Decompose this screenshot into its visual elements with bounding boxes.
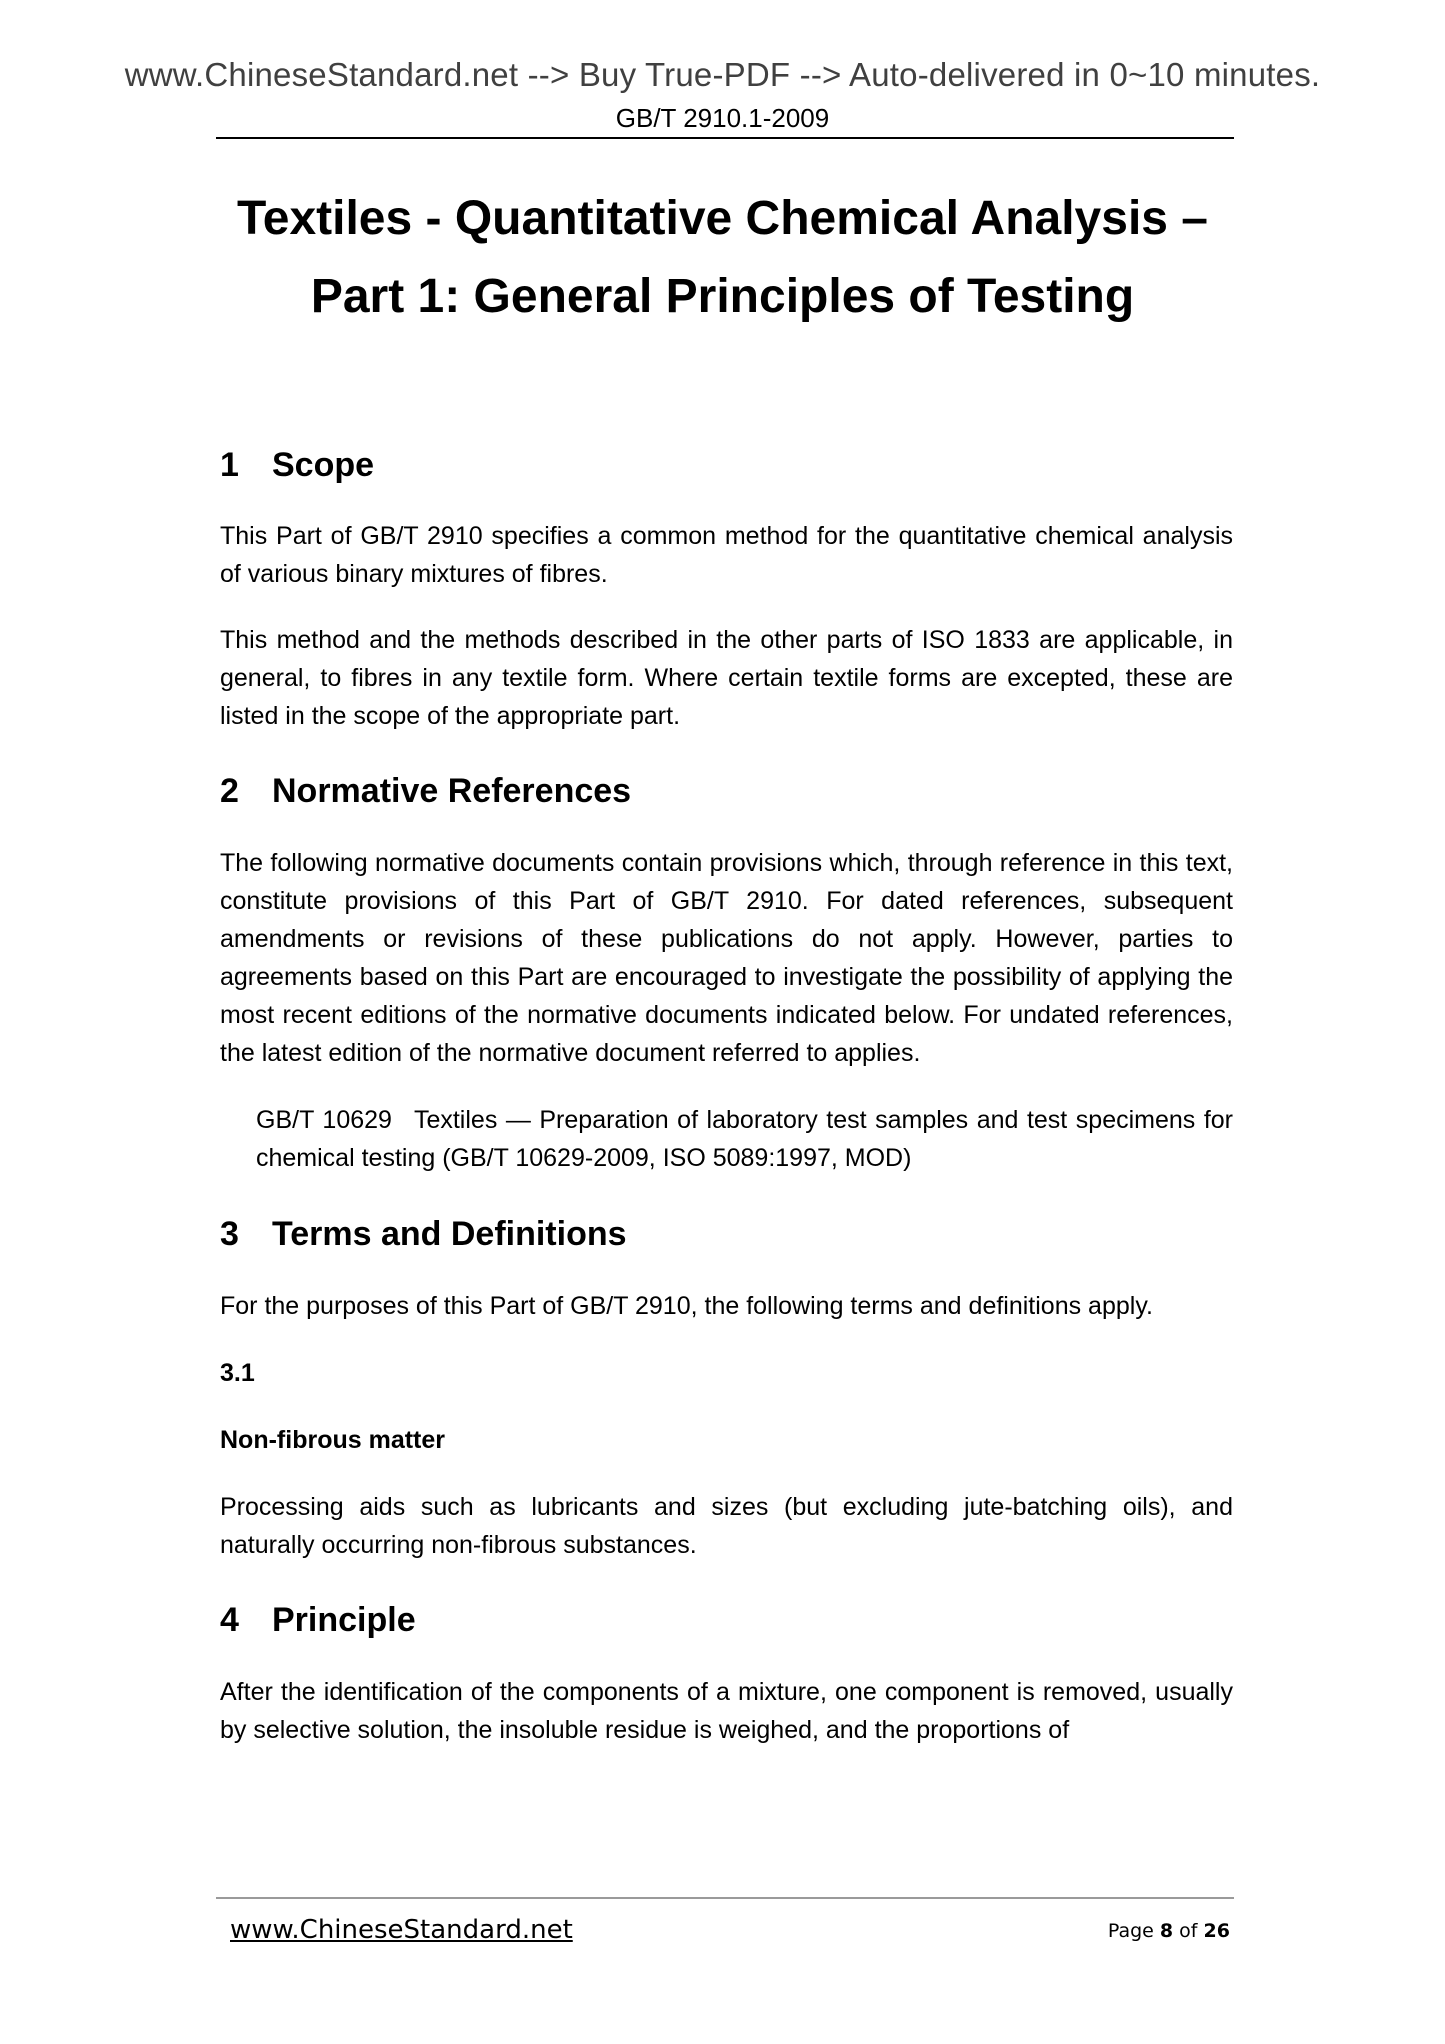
page-current: 8 — [1159, 1920, 1174, 1942]
principle-paragraph: After the identification of the components of a mixture, one component is removed, usually by selective solution, the insoluble residue is weighed, and the proportions of — [220, 1678, 1233, 1744]
section-title: Terms and Definitions — [272, 1215, 627, 1253]
section-heading-references — [220, 766, 1233, 816]
section-number: 3 — [220, 1215, 239, 1253]
page-total: 26 — [1203, 1920, 1230, 1942]
footer-divider — [216, 1897, 1234, 1899]
document-title — [150, 180, 1295, 336]
title-line-2: Part 1: General Principles of Testing — [310, 270, 1135, 323]
section-title: Scope — [272, 446, 375, 484]
reference-item — [256, 1101, 1233, 1177]
title-line-1: Textiles - Quantitative Chemical Analysis – — [236, 192, 1208, 245]
section-title: Principle — [272, 1601, 416, 1639]
term-definition: Processing aids such as lubricants and sizes (but excluding jute-batching oils), and naturally occurring non-fibrous substances. — [220, 1493, 1233, 1559]
term-number: 3.1 — [220, 1359, 255, 1387]
standard-code: GB/T 2910.1-2009 — [615, 103, 830, 133]
section-number: 4 — [220, 1601, 239, 1639]
page-label: Page — [1107, 1920, 1154, 1942]
term-name: Non-fibrous matter — [220, 1426, 445, 1454]
section-heading-scope — [220, 440, 1233, 490]
section-number: 1 — [220, 446, 239, 484]
page-number — [1108, 1920, 1230, 1942]
references-paragraph: The following normative documents contain provisions which, through reference in this text, constitute provisions of this Part of GB/T 2910. For dated references, subsequent amendments or revisions of these publications do not apply. However, parties to agreements based on this Part are encouraged to investigate the possibility of applying the most recent editions of the normative documents indicated below. For undated references, the latest edition of the normative document referred to applies. — [220, 849, 1233, 1067]
page-of: of — [1179, 1920, 1198, 1942]
footer-link[interactable]: www.ChineseStandard.net — [230, 1915, 573, 1945]
scope-paragraph-1: This Part of GB/T 2910 specifies a common method for the quantitative chemical analysis of various binary mixtures of fibres. — [220, 522, 1233, 588]
section-title: Normative References — [272, 772, 632, 810]
section-number: 2 — [220, 772, 239, 810]
reference-code: GB/T 10629 — [256, 1106, 392, 1134]
document-body — [220, 440, 1233, 1749]
reference-text: Textiles — Preparation of laboratory test samples and test specimens for chemical testing (GB/T 10629-2009, ISO 5089:1997, MOD) — [256, 1106, 1233, 1172]
terms-intro: For the purposes of this Part of GB/T 2910, the following terms and definitions apply. — [220, 1292, 1153, 1320]
section-heading-principle — [220, 1595, 1233, 1645]
section-heading-terms — [220, 1209, 1233, 1259]
scope-paragraph-2: This method and the methods described in the other parts of ISO 1833 are applicable, in general, to fibres in any textile form. Where certain textile forms are excepted, these are listed in the scope of the appropriate part. — [220, 626, 1233, 730]
header-divider — [216, 137, 1234, 139]
promo-banner[interactable]: www.ChineseStandard.net --> Buy True-PDF --> Auto-delivered in 0~10 minutes. — [124, 56, 1321, 93]
